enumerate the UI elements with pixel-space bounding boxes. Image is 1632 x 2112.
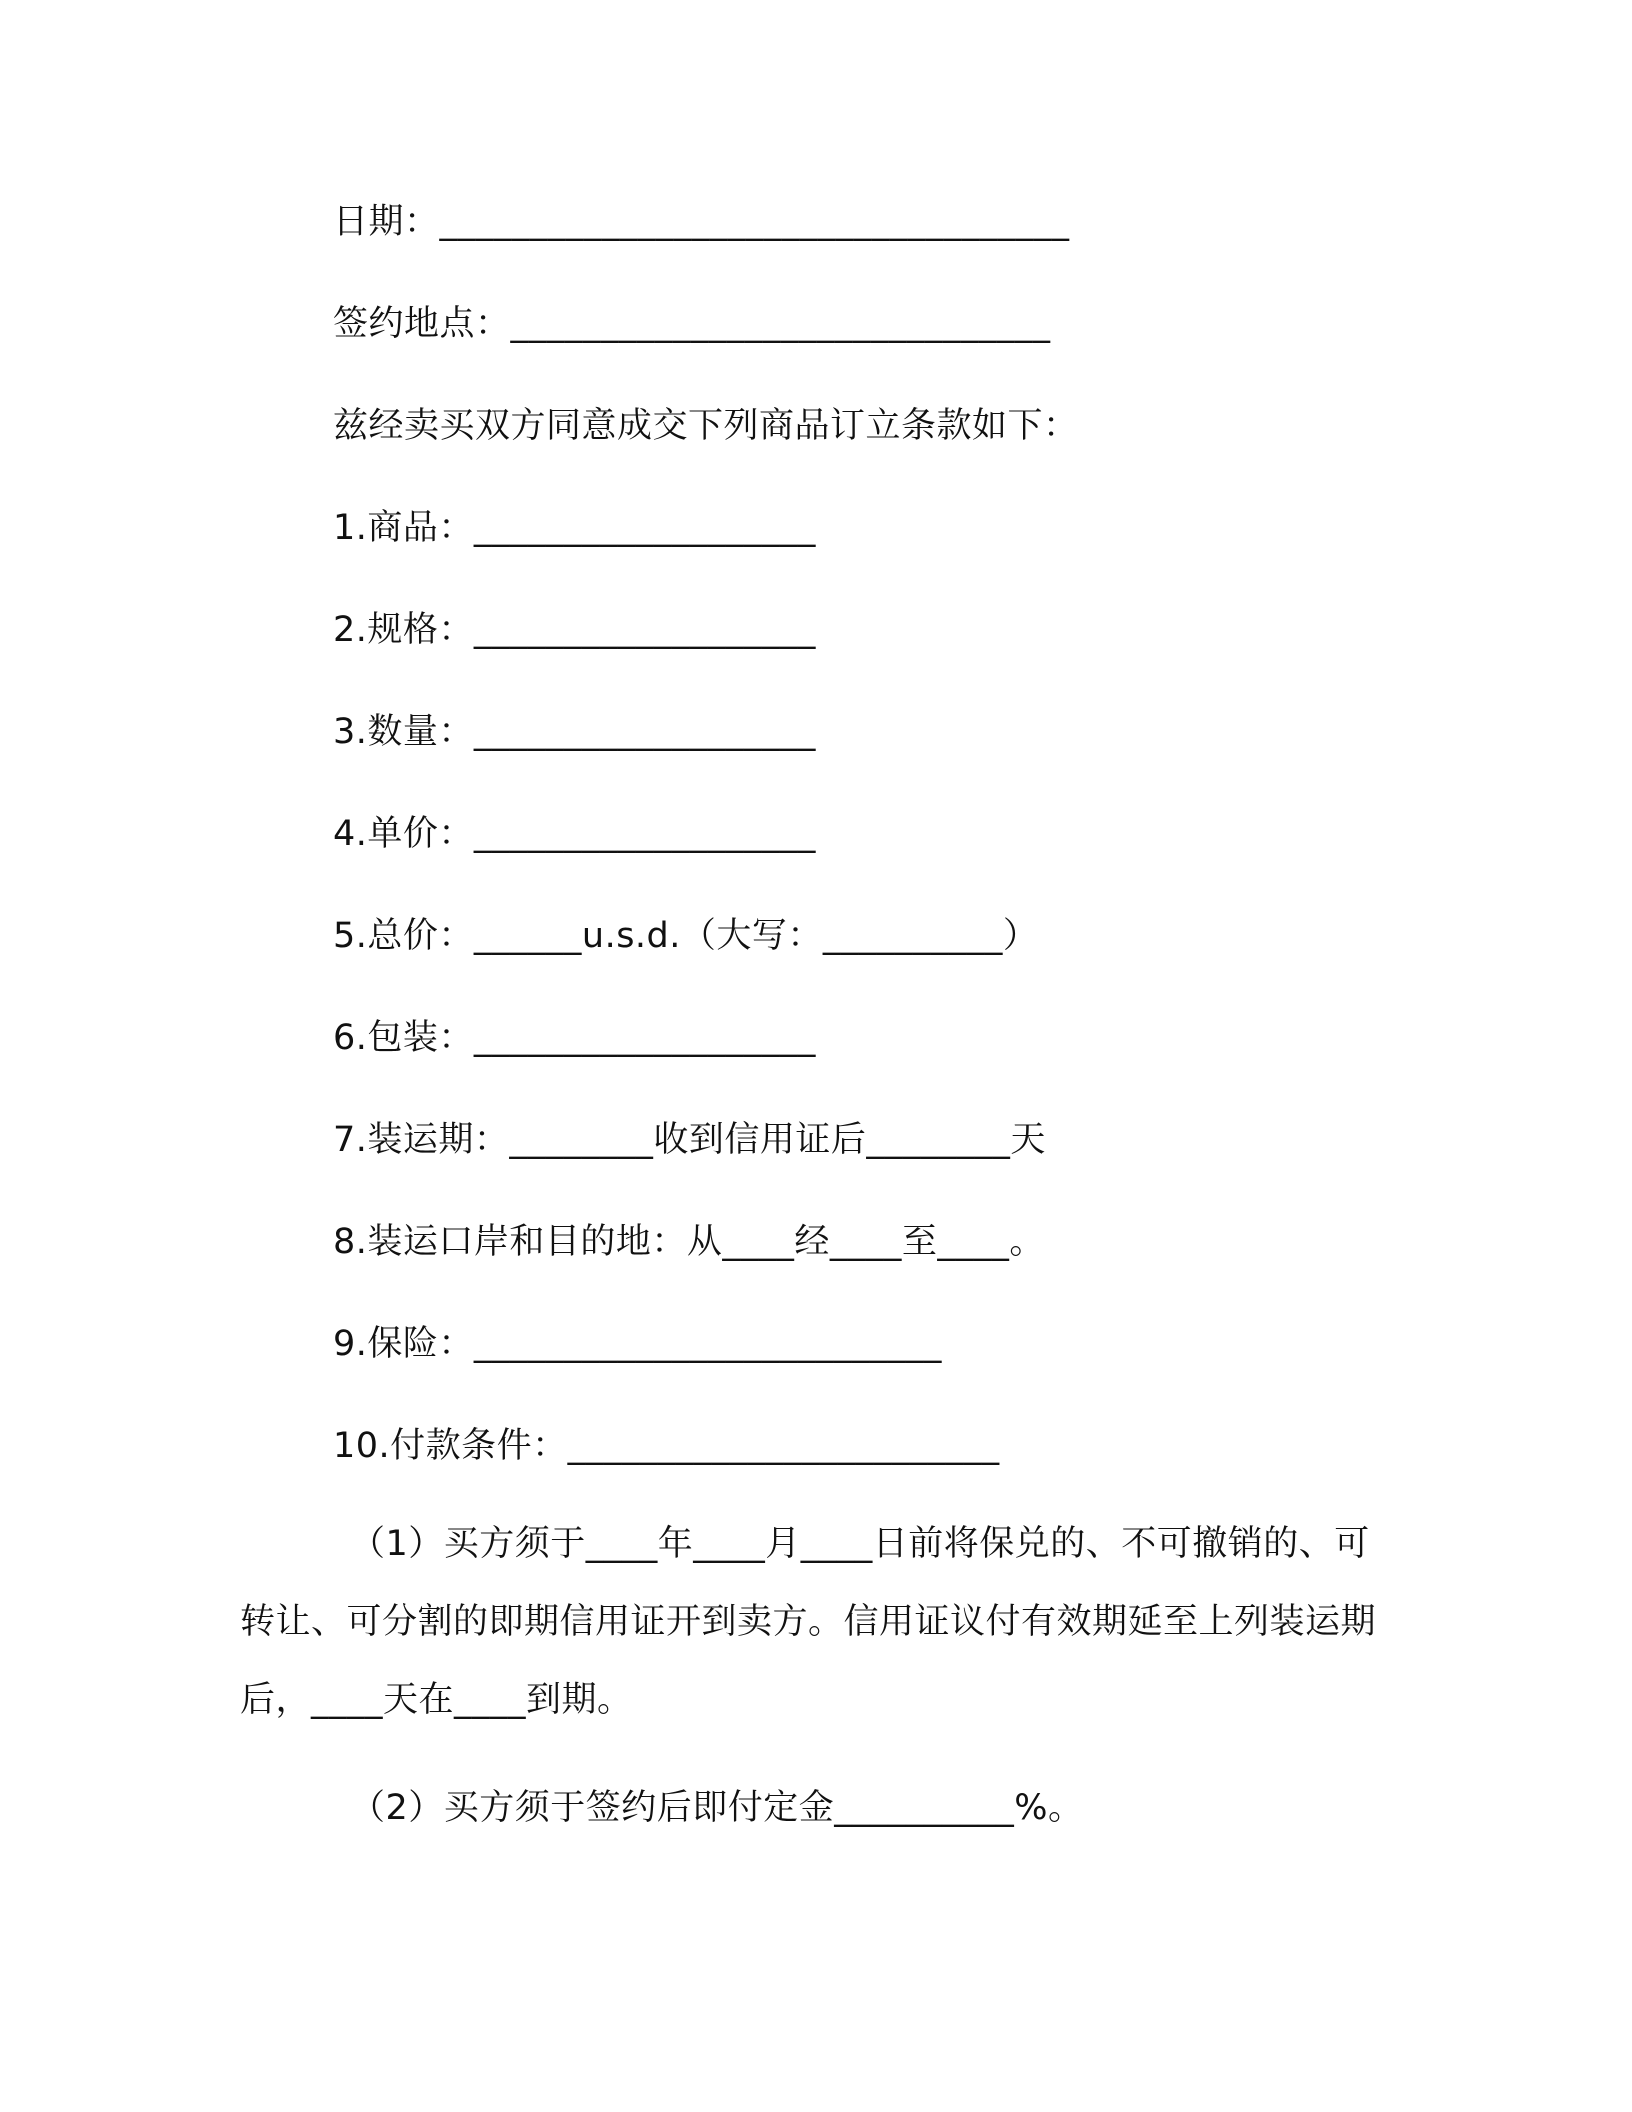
signing-place-line: 签约地点：______________________________ bbox=[333, 304, 1051, 344]
item-commodity: 1.商品：___________________ bbox=[333, 508, 816, 548]
clause-2-paragraph: （2）买方须于签约后即付定金__________%。 bbox=[350, 1788, 1084, 1828]
item-insurance: 9.保险：__________________________ bbox=[333, 1324, 942, 1364]
item-unit-price: 4.单价：___________________ bbox=[333, 814, 816, 854]
date-line: 日期：___________________________________ bbox=[333, 202, 1070, 242]
intro-line: 兹经卖买双方同意成交下列商品订立条款如下： bbox=[333, 406, 1079, 446]
item-packing: 6.包装：___________________ bbox=[333, 1018, 816, 1058]
item-shipment-period: 7.装运期：________收到信用证后________天 bbox=[333, 1120, 1046, 1160]
item-payment-terms: 10.付款条件：________________________ bbox=[333, 1426, 1000, 1466]
item-ports: 8.装运口岸和目的地：从____经____至____。 bbox=[333, 1222, 1045, 1262]
item-quantity: 3.数量：___________________ bbox=[333, 712, 816, 752]
clause-1-paragraph: （1）买方须于____年____月____日前将保兑的、不可撤销的、可转让、可分割的即期信用证开到卖方。信用证议付有效期延至上列装运期后，____天在____到期。 bbox=[240, 1524, 1377, 1720]
item-specification: 2.规格：___________________ bbox=[333, 610, 816, 650]
item-total-price: 5.总价：______u.s.d.（大写：__________） bbox=[333, 916, 1039, 956]
